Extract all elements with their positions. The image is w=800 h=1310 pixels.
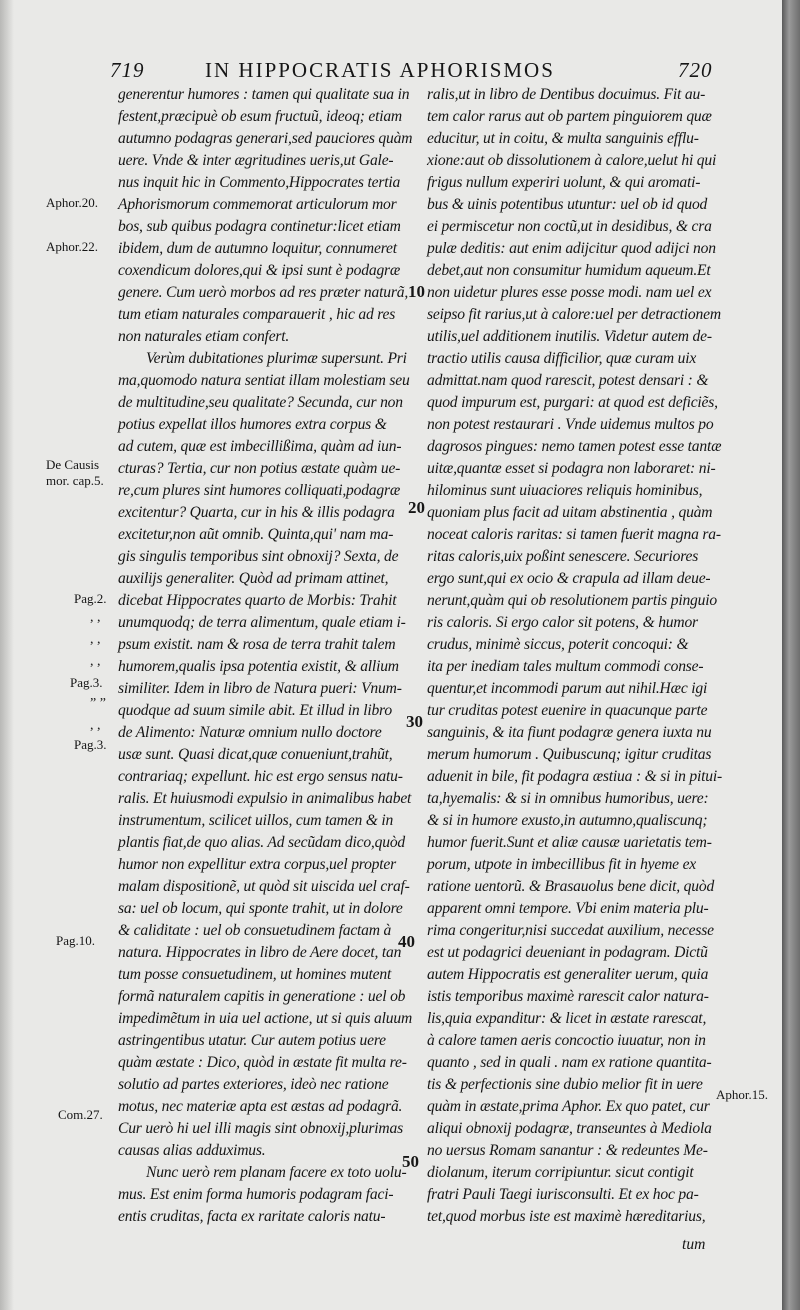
text-line: quod impurum est, purgari: at quod est deficiẽs, — [427, 394, 718, 411]
page-gutter-shadow — [0, 0, 14, 1310]
text-line: natura. Hippocrates in libro de Aere docet, tan — [118, 944, 402, 961]
text-line: humor non expellitur extra corpus,uel propter — [118, 856, 396, 873]
page-header — [110, 58, 713, 86]
text-line: diolanum, iterum corripiuntur. sicut contigit — [427, 1164, 694, 1181]
text-line: nerunt,quàm qui ob resolutionem partis pinguio — [427, 592, 717, 609]
text-line: uere. Vnde & inter ægritudines ueris,ut Gale- — [118, 152, 394, 169]
text-line: ta,hyemalis: & si in omnibus humoribus, uere: — [427, 790, 709, 807]
text-line: educitur, ut in coitu, & multa sanguinis efflu- — [427, 130, 699, 147]
margin-note: Com.27. — [58, 1107, 103, 1122]
text-line: causas alias adduximus. — [118, 1142, 266, 1159]
text-line: istis temporibus maximè rarescit calor natura- — [427, 988, 709, 1005]
text-line: tractio utilis causa difficilior, quæ curam uix — [427, 350, 697, 367]
text-line: psum existit. nam & rosa de terra trahit talem — [118, 636, 396, 653]
text-line: hilominus sunt uiuaciores reliquis hominibus, — [427, 482, 703, 499]
text-line: sanguinis, & ita fiunt podagræ genera iuxta nu — [427, 724, 712, 741]
text-line: bos, sub quibus podagra continetur:licet etiam — [118, 218, 401, 235]
margin-note: De Causis — [46, 457, 100, 472]
text-line: xione:aut ob dissolutionem à calore,uelut hi qui — [427, 152, 717, 169]
text-line: tum posse consuetudinem, ut homines mutent — [118, 966, 392, 983]
text-line: ergo sunt,qui ex ocio & crapula ad illam deue- — [427, 570, 711, 587]
text-line: ris caloris. Si ergo calor sit potens, & humor — [427, 614, 698, 631]
text-line: debet,aut non consumitur humidum aqueum.Et — [427, 262, 711, 279]
book-edge-shadow — [782, 0, 800, 1310]
margin-note: Pag.10. — [56, 933, 95, 948]
text-line: & si in humore exusto,in autumno,qualiscunq; — [427, 812, 708, 829]
text-line: porum, utpote in imbecillibus fit in hyeme ex — [427, 856, 697, 873]
text-line: Cur uerò hi uel illi magis sint obnoxij,plurimas — [118, 1120, 403, 1137]
text-line: ritas caloris,uix poßint senescere. Securiores — [427, 548, 699, 565]
text-line: non potest restaurari . Vnde uidemus multos po — [427, 416, 714, 433]
text-line: ralis,ut in libro de Dentibus docuimus. Fit au- — [427, 86, 706, 103]
text-line: aliqui obnoxij podagræ, transeuntes à Mediola — [427, 1120, 712, 1137]
text-line: tem calor rarus aut ob partem pinguiorem quæ — [427, 108, 712, 125]
right-text-column — [427, 84, 722, 1228]
text-line: tur cruditas potest euenire in quacunque parte — [427, 702, 708, 719]
page-number-left: 719 — [110, 58, 145, 82]
text-line: fratri Pauli Taegi iurisconsulti. Et ex hoc pa- — [427, 1186, 699, 1203]
margin-note: mor. cap.5. — [46, 473, 104, 488]
quote-mark: , , — [90, 718, 101, 733]
text-line: impedimẽtum in uia uel actione, ut si quis aluum — [118, 1010, 413, 1027]
text-line: à calore tamen aeris concoctio iuuatur, non in — [427, 1032, 706, 1049]
text-line: ratione uentorũ. & Brasauolus bene dicit, quòd — [427, 878, 715, 895]
text-line: nus inquit hic in Commento,Hippocrates tertia — [118, 174, 401, 191]
page-number-right: 720 — [678, 58, 713, 82]
text-line: lis,quia expanditur: & licet in æstate rarescat, — [427, 1010, 707, 1027]
text-line: & caliditate : uel ob consuetudinem factam à — [118, 922, 392, 939]
text-line: quentur,et incommodi parum aut nihil.Hæc igi — [427, 680, 708, 697]
text-line: festent,præcipuè ob esum fructuũ, ideoq; etiam — [118, 108, 402, 125]
text-line: non uidetur plures esse posse modi. nam uel ex — [427, 284, 712, 301]
text-line: cturas? Tertia, cur non potius æstate quàm ue- — [118, 460, 401, 477]
text-line: noceat caloris raritas: si tamen fuerit magna ra- — [427, 526, 721, 543]
text-line: frigus nullum experiri uolunt, & qui aromati- — [427, 174, 701, 191]
quote-mark: , , — [90, 610, 101, 625]
text-line: humor fuerit.Sunt et aliæ causæ uarietatis tem- — [427, 834, 712, 851]
text-line: similiter. Idem in libro de Natura pueri: Vnum- — [118, 680, 402, 697]
text-line: Aphorismorum commemorat articulorum mor — [118, 196, 397, 213]
text-line: malam dispositionẽ, ut quòd sit uiscida uel craf- — [118, 878, 410, 895]
quote-mark: , , — [90, 654, 101, 669]
text-line: auxilijs generaliter. Quòd ad primam attinet, — [118, 570, 389, 587]
text-line: re,cum plures sint humores colliquati,podagræ — [118, 482, 401, 499]
text-line: ma,quomodo natura sentiat illam molestiam seu — [118, 372, 410, 389]
text-line: astringentibus utatur. Cur autem potius uere — [118, 1032, 386, 1049]
margin-note: Pag.2. — [74, 591, 107, 606]
text-line: unumquodq; de terra alimentum, quale etiam i- — [118, 614, 406, 631]
text-line: potius expellat illos humores extra corpus & — [118, 416, 387, 433]
line-number: 30 — [406, 712, 423, 731]
text-line: gis singulis temporibus sint obnoxij? Sexta, de — [118, 548, 399, 565]
quote-mark: ” ” — [90, 696, 106, 711]
text-line: rima congeritur,nisi succedat auxilium, necesse — [427, 922, 714, 939]
line-number: 50 — [402, 1152, 419, 1171]
line-number: 10 — [408, 282, 425, 301]
text-line: est ut podagrici deueniant in podagram. Dictũ — [427, 944, 708, 961]
text-line: tum etiam naturales comparauerit , hic ad res — [118, 306, 396, 323]
text-line: Verùm dubitationes plurimæ supersunt. Pri — [146, 350, 407, 367]
text-line: plantis fiat,de quo alias. Ad secũdam dico,quòd — [118, 834, 406, 851]
text-line: dagrosos pingues: nemo tamen potest esse tantæ — [427, 438, 722, 455]
margin-note: Aphor.15. — [716, 1087, 768, 1102]
text-line: uitæ,quantæ esset si podagra non laboraret: ni- — [427, 460, 716, 477]
text-line: Nunc uerò rem planam facere ex toto uolu- — [146, 1164, 407, 1181]
text-line: quàm æstate : Dico, quòd in æstate fit multa re- — [118, 1054, 407, 1071]
text-line: solutio ad partes exteriores, ideò nec ratione — [118, 1076, 389, 1093]
text-line: sa: uel ob locum, qui sponte trahit, ut in dolore — [118, 900, 403, 917]
text-line: entis cruditas, facta ex raritate caloris natu- — [118, 1208, 386, 1225]
text-line: bus & uinis potentibus utuntur: uel ob id quod — [427, 196, 708, 213]
text-line: admittat.nam quod rarescit, potest densari : & — [427, 372, 709, 389]
text-line: aduenit in bile, fit podagra æstiua : & si in pitui- — [427, 768, 722, 785]
text-line: tet,quod morbus iste est maximè hæreditarius, — [427, 1208, 706, 1225]
text-line: pulæ deditis: aut enim adijcitur quod adijci non — [427, 240, 716, 257]
text-line: humorem,qualis ipsa potentia existit, & allium — [118, 658, 399, 675]
text-line: tis & perfectionis sine dubio melior fit in uere — [427, 1076, 703, 1093]
text-line: de multitudine,seu qualitate? Secunda, cur non — [118, 394, 403, 411]
text-line: formã naturalem capitis in generatione : uel ob — [118, 988, 406, 1005]
text-line: ad cutem, quæ est imbecillißima, quàm ad iun- — [118, 438, 402, 455]
text-line: utilis,uel additionem inutilis. Videtur autem de- — [427, 328, 712, 345]
text-line: quanto , sed in quali . nam ex ratione quantita- — [427, 1054, 712, 1071]
text-line: mus. Est enim forma humoris podagram faci- — [118, 1186, 394, 1203]
text-line: quodque ad suum simile abit. Et illud in libro — [118, 702, 392, 719]
line-number: 40 — [398, 932, 415, 951]
text-line: crudus, minimè siccus, poterit concoqui: & — [427, 636, 689, 653]
text-line: instrumentum, scilicet uillos, cum tamen & in — [118, 812, 394, 829]
text-line: usæ sunt. Quasi dicat,quæ conueniunt,trahũt, — [118, 746, 393, 763]
text-line: generentur humores : tamen qui qualitate sua in — [118, 86, 410, 103]
text-line: dicebat Hippocrates quarto de Morbis: Trahit — [118, 592, 397, 609]
text-line: contrariaq; expellunt. hic est ergo sensus natu- — [118, 768, 403, 785]
text-line: autem Hippocratis est generaliter uerum, quia — [427, 966, 709, 983]
text-line: apparent omni tempore. Vbi enim materia plu- — [427, 900, 709, 917]
text-line: merum humorum . Quibuscunq; igitur cruditas — [427, 746, 712, 763]
text-line: ei permiscetur non coctũ,ut in desidibus, & cra — [427, 218, 712, 235]
margin-note: Pag.3. — [74, 737, 107, 752]
text-line: ibidem, dum de autumno loquitur, connumeret — [118, 240, 397, 257]
text-line: excitetur,non aũt omnib. Quinta,qui' nam ma- — [118, 526, 394, 543]
text-line: quàm in æstate,prima Aphor. Ex quo patet, cur — [427, 1098, 710, 1115]
text-line: excitentur? Quarta, cur in his & illis podagra — [118, 504, 395, 521]
margin-note: Pag.3. — [70, 675, 103, 690]
quote-mark: , , — [90, 632, 101, 647]
text-line: genere. Cum uerò morbos ad res præter naturã, — [118, 284, 409, 301]
catchword: tum — [682, 1236, 706, 1253]
text-line: non naturales etiam confert. — [118, 328, 290, 345]
text-line: motus, nec materiæ apta est æstas ad podagrã. — [118, 1098, 403, 1115]
text-line: quoniam plus facit ad uitam abstinentia , quàm — [427, 504, 713, 521]
line-number: 20 — [408, 498, 425, 517]
text-line: autumno podagras generari,sed pauciores quàm — [118, 130, 413, 147]
running-title: IN HIPPOCRATIS APHORISMOS — [205, 58, 555, 82]
text-line: de Alimento: Naturæ omnium nullo doctore — [118, 724, 382, 741]
margin-note: Aphor.22. — [46, 239, 98, 254]
text-line: ralis. Et huiusmodi expulsio in animalibus habet — [118, 790, 412, 807]
text-line: seipso fit rarius,ut à calore:uel per detractionem — [427, 306, 721, 323]
margin-note: Aphor.20. — [46, 195, 98, 210]
text-line: no uersus Romam sanantur : & redeuntes Me- — [427, 1142, 708, 1159]
text-line: coxendicum dolores,qui & ipsi sunt è podagræ — [118, 262, 401, 279]
text-line: ita per inediam tales multum commodi conse- — [427, 658, 704, 675]
